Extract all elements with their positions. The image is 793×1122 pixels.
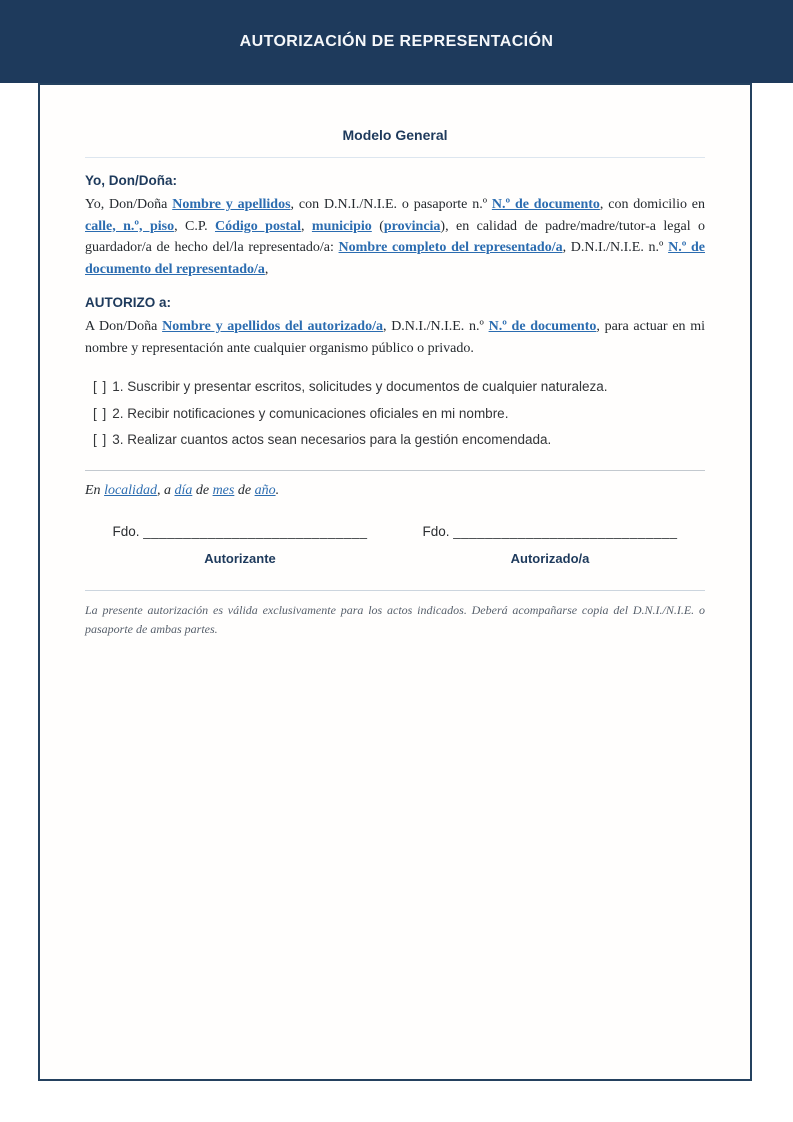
list-item-act-3 [93,427,705,454]
placeholder-field[interactable]: Nombre completo del representado/a [338,240,563,255]
text-segment: , con D.N.I./N.I.E. o pasaporte n.º [290,197,492,212]
signature-line-authorized [395,524,705,539]
signature-blank: ____________________________ [143,523,368,539]
section-heading-declarant: Yo, Don/Doña: [85,173,177,188]
text-segment: , D.N.I./N.I.E. n.º [562,240,669,255]
divider-under-title [85,157,705,158]
document-page [38,83,752,1081]
text-segment: , D.N.I./N.I.E. n.º [382,319,489,334]
placeholder-field[interactable]: Nombre y apellidos [172,197,291,212]
placeholder-field[interactable]: calle, n.º, piso [85,218,175,234]
text-segment: Yo, Don/Doña [85,197,173,212]
date-place-line [85,483,705,499]
placeholder-field[interactable]: día [174,482,193,498]
placeholder-field[interactable]: año [254,482,276,498]
text-segment: A Don/Doña [85,319,163,334]
placeholder-field[interactable]: N.º de documento del representado/a [85,240,705,277]
placeholder-field[interactable]: N.º de documento [488,319,597,334]
text-segment: ), en calidad de padre/madre/tutor-a legal o guardador/a de hecho del/la representado/a: [85,218,706,255]
signature-block-authorized [395,524,705,566]
list-item-act-1 [93,374,705,401]
section-heading-authorize: AUTORIZO a: [85,295,172,310]
list-item-act-2 [93,401,705,428]
text-segment: , para actuar en mi nombre y representación ante cualquier organismo público o privado. [85,319,706,356]
placeholder-field[interactable]: Nombre y apellidos del autorizado/a [162,319,383,334]
placeholder-field[interactable]: municipio [311,218,372,234]
doc-title: Modelo General [342,127,448,143]
signature-role-authorized: Autorizado/a [510,550,590,566]
signature-row [85,524,705,566]
placeholder-field[interactable]: Código postal [214,218,301,234]
text-segment: , [300,218,312,234]
signature-block-authorizer [85,524,395,566]
act-2-label: 2. Recibir notificaciones y comunicaciones oficiales en mi nombre. [112,405,509,421]
text-segment: En [85,482,105,498]
text-segment: de [234,482,255,498]
placeholder-field[interactable]: mes [212,482,235,498]
act-3-label: 3. Realizar cuantos actos sean necesarios para la gestión encomendada. [112,432,552,447]
placeholder-field[interactable]: localidad [104,482,157,498]
signature-role-authorizer: Autorizante [204,550,276,566]
document-header-banner [0,0,793,83]
fdo-label: Fdo. [422,523,450,539]
text-segment: , C.P. [174,218,215,234]
signature-blank: ____________________________ [453,523,678,539]
legal-disclaimer: La presente autorización es válida exclusivamente para los actos indicados. Deberá acompañarse copia del D.N.I./N.I.E. o pasaporte de ambas partes. [85,602,705,636]
declarant-paragraph [85,194,705,280]
act-1-label: 1. Suscribir y presentar escritos, solicitudes y documentos de cualquier naturaleza. [112,379,608,394]
checkbox-act-2[interactable]: [ ] [93,405,108,421]
text-segment: , a [156,482,175,498]
authorize-paragraph [85,316,705,359]
checkbox-act-3[interactable]: [ ] [93,432,108,447]
text-segment: , [264,261,269,277]
page-title: AUTORIZACIÓN DE REPRESENTACIÓN [239,32,554,50]
divider-above-footer [85,590,705,591]
placeholder-field[interactable]: provincia [383,218,441,234]
divider-above-date [85,470,705,471]
signature-line-authorizer [85,524,395,539]
placeholder-field[interactable]: N.º de documento [491,197,600,212]
checkbox-act-1[interactable]: [ ] [93,379,108,394]
fdo-label: Fdo. [112,523,140,539]
text-segment: ( [371,218,384,234]
authorized-acts-list [85,374,705,454]
text-segment: , con domicilio en [599,197,706,212]
text-segment: . [275,482,280,498]
text-segment: de [192,482,213,498]
